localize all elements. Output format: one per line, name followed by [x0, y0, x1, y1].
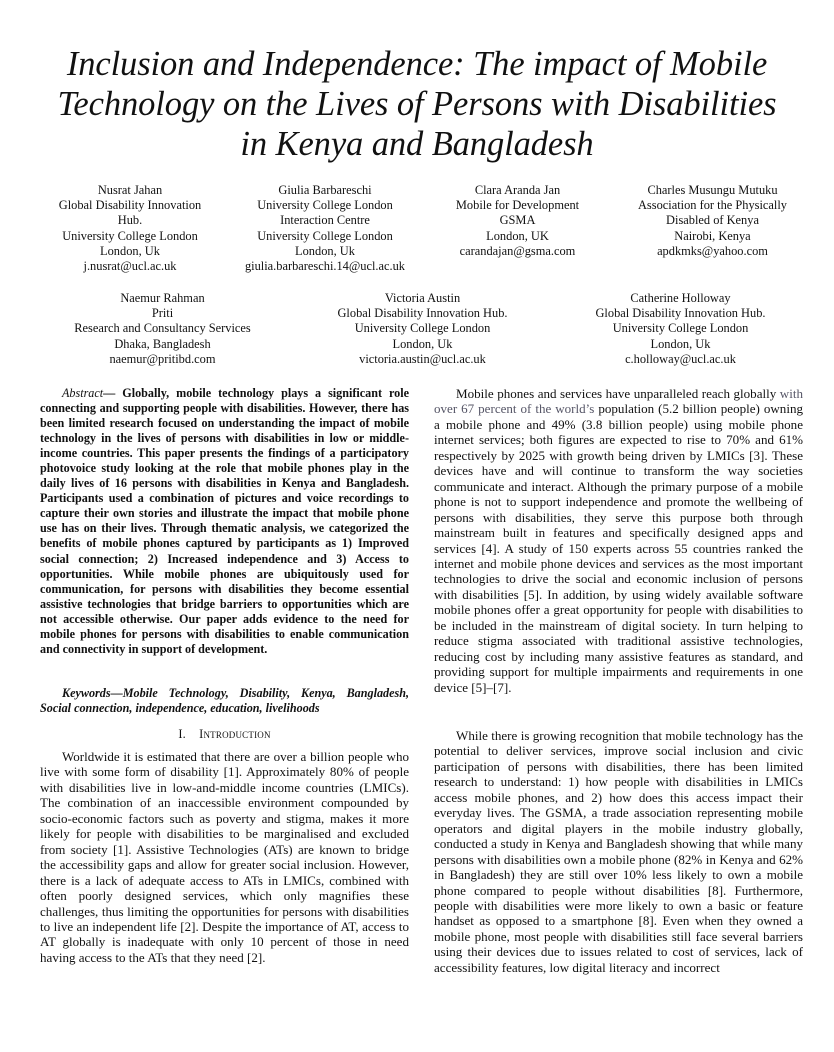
keywords	[40, 686, 409, 716]
author-name: Nusrat Jahan	[97, 183, 163, 197]
intro-paragraph	[40, 749, 409, 965]
author-block-nusrat-jahan	[40, 183, 220, 274]
paragraph-text-faded: with over 67 percent of the world’s	[434, 386, 803, 417]
author-block-charles-mutuku	[615, 183, 810, 259]
author-affiliation: University College London	[257, 228, 393, 243]
keywords-label: Keywords	[62, 686, 111, 700]
author-name: Catherine Holloway	[630, 291, 731, 305]
author-affiliation: University College London	[354, 321, 491, 336]
author-name: Charles Musungu Mutuku	[647, 183, 778, 197]
body-paragraph-research-gap	[434, 728, 803, 975]
author-name: Giulia Barbareschi	[278, 183, 372, 197]
abstract	[40, 386, 409, 657]
author-email[interactable]: c.holloway@ucl.ac.uk	[625, 351, 736, 366]
author-location: London, Uk	[295, 243, 355, 258]
author-email[interactable]: carandajan@gsma.com	[459, 243, 576, 258]
author-affiliation: Interaction Centre	[280, 213, 370, 228]
author-affiliation: GSMA	[499, 213, 536, 228]
paper-title	[30, 44, 804, 164]
body-paragraph-mobile-reach	[434, 386, 803, 695]
section-number: I.	[178, 727, 186, 741]
author-affiliation: Disabled of Kenya	[666, 213, 759, 228]
keywords-text: —Mobile Technology, Disability, Kenya, Bangladesh, Social connection, independence, education, livelihoods	[40, 686, 409, 716]
author-affiliation: Hub.	[117, 213, 143, 228]
author-affiliation: University College London	[612, 321, 749, 336]
author-block-catherine-holloway	[578, 291, 783, 367]
author-block-naemur-rahman	[55, 291, 270, 367]
title-line: Inclusion and Independence: The impact of Mobile	[66, 45, 768, 83]
author-location: London, Uk	[650, 336, 711, 351]
author-affiliation: Global Disability Innovation	[58, 198, 202, 213]
author-email[interactable]: giulia.barbareschi.14@ucl.ac.uk	[244, 259, 406, 274]
paragraph-text: While there is growing recognition that mobile technology has the potential to deliver services, improve social inclusion and civic participation of persons with disabilities, there has been limited research to understand: 1) how people with disabilities in LMICs access mobile phones, and 2) how does this access impact their everyday lives. The GSMA, a trade association representing mobile operators and digital players in the mobile industry globally, conducted a study in Kenya and Bangladesh showing that while many persons with disabilities own a mobile phone (82% in Kenya and 62% in Bangladesh) they are still over 10% less likely to own a mobile phone compared to people without disabilities [8]. Furthermore, people with disabilities were more likely to own a basic or feature handset as opposed to a smartphone [8]. Even when they owned a mobile phone, most people with disabilities still face several barriers using their devices due to issues related to cost of services, lack of accessibility features, low digital literacy and incorrect	[434, 728, 803, 975]
author-location: Nairobi, Kenya	[674, 228, 751, 243]
author-affiliation: Research and Consultancy Services	[74, 321, 251, 336]
author-affiliation: Priti	[151, 306, 174, 321]
author-block-victoria-austin	[320, 291, 525, 367]
paragraph-text: population (5.2 billion people) owning a mobile phone and 49% (3.8 billion people) using mobile phone internet services; both figures are expected to rise to 70% and 61% respectively by 2025 with growth being driven by LMICs [3]. These devices have and will continue to transform the way societies communicate and interact. Although the primary purpose of a mobile phone is not to support independence and promote the wellbeing of persons with disabilities, they serve this purpose both through mainstream built in features and specifically designed apps and services [4]. A study of 150 experts across 55 countries ranked the internet and mobile phone devices and services as the most important technologies to drive the social and economic inclusion of persons with disabilities [5]. In addition, by using widely available software mobile phones offer a great opportunity for people with disabilities to be included in the mainstream of digital society. In turn helping to reduce stigma associated with traditional assistive technologies, reducing cost by including many assistive features as standard, and providing support for multiple impairments and requirements in one device [5]–[7].	[434, 401, 803, 695]
author-affiliation: Association for the Physically	[637, 198, 787, 213]
abstract-label: Abstract	[62, 386, 104, 400]
author-affiliation: Mobile for Development	[455, 198, 580, 213]
author-affiliation: University College London	[257, 198, 393, 213]
author-email[interactable]: j.nusrat@ucl.ac.uk	[83, 259, 177, 274]
author-location: London, Uk	[392, 336, 453, 351]
intro-text: Worldwide it is estimated that there are over a billion people who live with some form of disability [1]. Approximately 80% of people with disabilities live in low-and-middle income countries (LMICs). The combination of an inaccessible environment compounded by socio-economic factors such as poverty and stigma, makes it more likely for people with disabilities to be marginalised and excluded from society [1]. Assistive Technologies (ATs) are known to bridge the accessibility gaps and allow for greater social inclusion. However, there is a lack of adequate access to ATs in LMICs, combined with often poorly designed services, which only magnifies these challenges, thus limiting the opportunities for persons with disabilities to live an independent life [2]. Despite the importance of AT, access to AT globally is inadequate with only 10 percent of those in need having access to the ATs that they need [2].	[40, 749, 409, 965]
author-email[interactable]: naemur@pritibd.com	[109, 351, 216, 366]
paragraph-text: Mobile phones and services have unparalleled reach globally	[456, 386, 780, 401]
author-name: Clara Aranda Jan	[474, 183, 561, 197]
section-heading-introduction	[40, 727, 409, 742]
author-block-clara-aranda-jan	[430, 183, 605, 259]
section-title: Introduction	[199, 727, 271, 741]
author-block-giulia-barbareschi	[225, 183, 425, 274]
author-location: London, UK	[486, 228, 549, 243]
author-affiliation: Global Disability Innovation Hub.	[595, 306, 766, 321]
title-line: Technology on the Lives of Persons with Disabilities	[57, 85, 777, 123]
author-name: Naemur Rahman	[120, 291, 205, 305]
author-email[interactable]: apdkmks@yahoo.com	[657, 243, 768, 258]
author-location: Dhaka, Bangladesh	[114, 336, 211, 351]
author-name: Victoria Austin	[384, 291, 461, 305]
author-affiliation: University College London	[62, 228, 198, 243]
abstract-text: — Globally, mobile technology plays a significant role connecting and supporting people with disabilities. However, there has been limited research focused on understanding the impact of mobile technology in the lives of persons with disabilities in low or middle- income countries. This paper presents the findings of a participatory photovoice study looking at the role that mobile phones play in the daily lives of 16 persons with disabilities in Kenya and Bangladesh. Participants used a combination of pictures and voice recordings to capture their own stories and illustrate the impact that mobile phone use has on their lives. Through thematic analysis, we categorized the benefits of mobile phones captured by participants as 1) Improved social connection; 2) Increased independence and 3) Access to opportunities. While mobile phones are ubiquitously used for communication, for persons with disabilities they become essential assistive technologies that bridge barriers to opportunities which are not accessible otherwise. Our paper adds evidence to the need for mobile phones for persons with disabilities to enable communication and connectivity in support of development.	[40, 386, 409, 656]
author-email[interactable]: victoria.austin@ucl.ac.uk	[359, 351, 486, 366]
title-line: in Kenya and Bangladesh	[240, 125, 594, 163]
author-location: London, Uk	[100, 243, 160, 258]
author-affiliation: Global Disability Innovation Hub.	[337, 306, 508, 321]
